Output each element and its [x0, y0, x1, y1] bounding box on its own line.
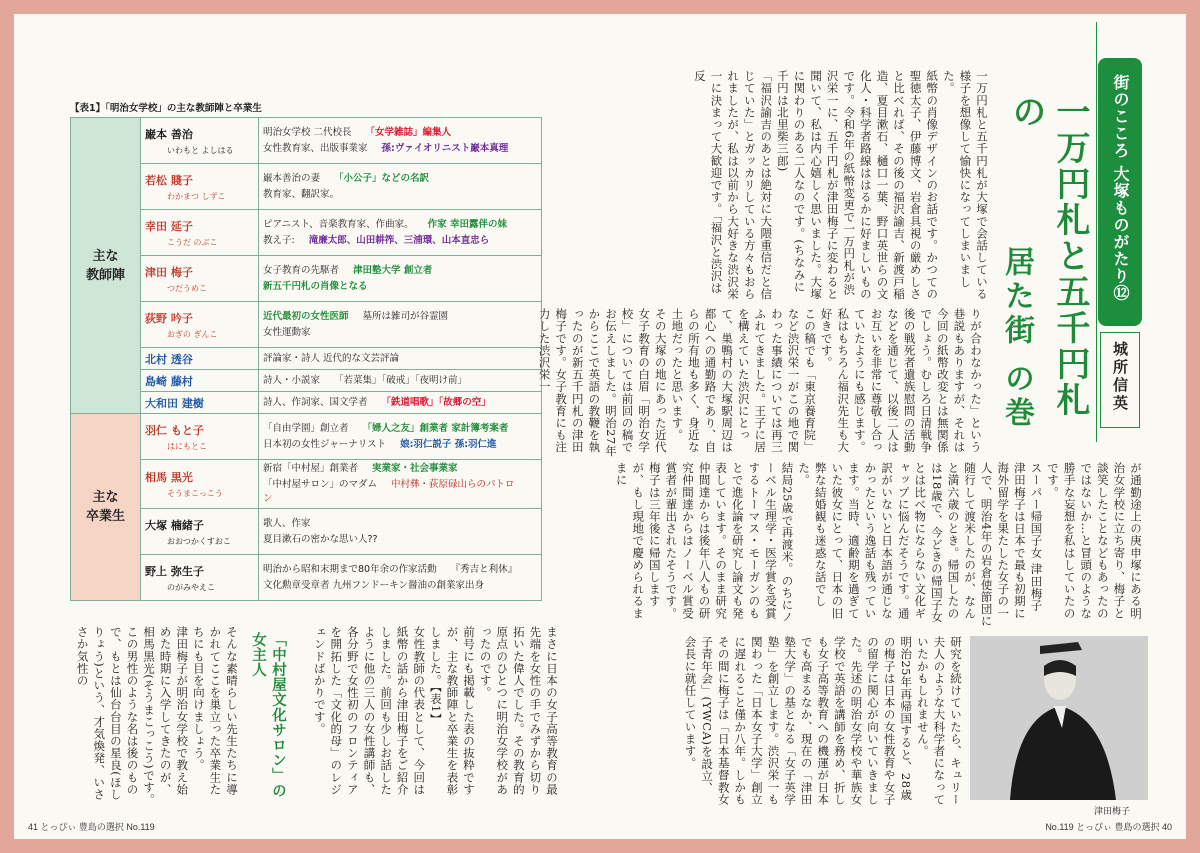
description-part: 新五千円札の肖像となる	[263, 280, 368, 292]
description-part: 教育家、翻訳家。	[263, 188, 340, 200]
description-part: 巌本善治の妻	[263, 172, 321, 184]
person-kana: つだうめこ	[167, 283, 207, 293]
person-name	[141, 118, 259, 164]
description-line	[263, 533, 537, 547]
person-description	[259, 414, 542, 460]
description-line	[263, 352, 537, 366]
person-description	[259, 555, 542, 601]
table-row	[71, 414, 542, 460]
person-name	[141, 509, 259, 555]
description-line	[263, 438, 537, 452]
person-description	[259, 302, 542, 348]
description-line	[263, 280, 537, 294]
description-part: 孫:ヴァイオリニスト巌本真理	[381, 142, 509, 154]
left-folio: 41 とっぴぃ 豊島の選択 No.119	[28, 822, 155, 832]
description-part: 夏目漱石の密かな思い人??	[263, 533, 378, 545]
description-part: 女子教育の先駆者	[263, 264, 340, 276]
description-part: 「自由学園」創立者	[263, 422, 349, 434]
person-name	[141, 302, 259, 348]
description-part: 滝廉太郎、山田耕筰、三浦環、山本直忠ら	[308, 234, 490, 246]
left-body-text-1: まさに日本の女子高等教育の最先端を女性の手でみずから切り拓いた偉人でした。その教育的原点のひとつに明治女学校があったのです。 前号にも掲載した表の抜粋ですが、主な教師陣と卒業生を表彰しました。【表1】 女性教師の代表として、今回は紙幣の話から津田梅子をご紹介しました。前回も少しお話したように他の三人の女性講師も、各分野で女性初のフロンティアを開拓した「文化的母」のレジェンドばかりです。	[312, 626, 559, 796]
right-folio: No.119 とっぴぃ 豊島の選択 40	[1045, 822, 1172, 832]
table-row	[71, 348, 542, 370]
person-name-text: 島崎 藤村	[145, 374, 193, 388]
description-line	[263, 218, 537, 232]
person-name-text: 北村 透谷	[145, 352, 193, 366]
group-teachers: 主な 教師陣	[71, 118, 141, 414]
description-line	[263, 563, 537, 577]
person-name	[141, 210, 259, 256]
person-name	[141, 164, 259, 210]
person-description	[259, 460, 542, 509]
description-line	[263, 172, 537, 186]
description-part: 教え子:	[263, 234, 295, 246]
description-line	[263, 422, 537, 436]
person-description	[259, 164, 542, 210]
description-line	[263, 188, 537, 202]
description-part: 歌人、作家	[263, 517, 311, 529]
author-name: 城所信英	[1111, 341, 1129, 413]
description-part: 明治から昭和末期まで80年余の作家活動	[263, 563, 437, 575]
description-part: 評論家・詩人 近代的な文芸評論	[263, 352, 400, 364]
description-part: 『秀吉と利休』	[450, 563, 518, 575]
main-title-2: 居た街 の巻	[999, 246, 1034, 431]
table-row	[71, 460, 542, 509]
right-body-col1: 一万円札と五千円札が大塚で会話している様子を想像して愉快になってしまいました。 紙幣の肖像デザインのお話です。かつての聖徳太子、伊藤博文、岩倉具視の厳めしさと比べれば、その後の福沢諭吉、新渡戸稲造、夏目漱石、樋口一葉、野口英世らの文化人・科学者路線ははるかに好ましいものです。令和6年の紙幣変更で一万円札が渋沢栄一に、五千円札が津田梅子に変わると聞いて、私は内心嬉しく思いました。大塚に関わりのある二人なのです。(ちなみに千円は北里柴三郎) 「福沢諭吉のあとは絶対に大隈重信だと信じていた」とガッカリしている方々もおられましたが、私は以前から大好きな渋沢栄一に決まって大歓迎です。「福沢と渋沢は反	[692, 70, 989, 300]
description-line	[263, 462, 537, 476]
teachers-graduates-table	[70, 117, 542, 601]
person-kana: はにもとこ	[167, 441, 207, 451]
person-name-text: 相馬 黒光	[145, 471, 193, 484]
person-description	[259, 256, 542, 302]
description-part: 「婦人之友」創業者 家計簿考案者	[362, 422, 509, 434]
series-title: 街のこころ 大塚ものがたり⑫	[1111, 74, 1130, 302]
person-name-text: 野上 弥生子	[145, 564, 204, 578]
description-line	[263, 126, 537, 140]
description-line	[263, 310, 537, 324]
description-part: 詩人、作詞家、国文学者	[263, 396, 368, 408]
portrait-image	[970, 636, 1148, 800]
description-part: 「女学雑誌」編集人	[365, 126, 452, 138]
description-part: 新宿「中村屋」創業者	[263, 463, 359, 474]
description-line	[263, 264, 537, 278]
description-part: 詩人・小説家	[263, 374, 321, 386]
person-kana: いわもと よしはる	[167, 145, 234, 155]
right-page	[537, 14, 1186, 839]
right-body-col4: 研究を続けていたら、キュリー夫人のような大科学者になっていたかもしれません。 明治25年再帰国すると、28歳の梅子は日本の女性教育や女子の留学に関心が向いていきました。先述の明治女学校や華族女学校で英語を講師を務め、折しも女子高等教育への機運が日本でも高まるなか、現在の「津田塾大学」の基となる「女子英学塾」を創立します。渋沢栄一も関わった「日本女子大学」創立に遅れること僅か八年。しかもその間に梅子は「日本基督教女子青年会」(YWCA)を設立、会長に就任しています。	[683, 636, 963, 806]
person-name-text: 津田 梅子	[145, 265, 193, 279]
description-line	[263, 374, 537, 388]
person-name-text: 羽仁 もと子	[145, 423, 204, 437]
description-part: 女性運動家	[263, 326, 311, 338]
person-description	[259, 118, 542, 164]
description-part: 「鉄道唱歌」「故郷の空」	[381, 396, 491, 408]
tsuda-photo	[970, 636, 1148, 800]
person-kana: そうまこっこう	[167, 489, 223, 498]
description-part: 日本初の女性ジャーナリスト	[263, 438, 387, 450]
description-part: 「中村屋サロン」のマダム	[263, 479, 378, 490]
person-name	[141, 414, 259, 460]
salon-heading: 「中村屋文化サロン」の女主人	[250, 632, 287, 799]
person-kana: おぎの ぎんこ	[167, 329, 218, 339]
person-name-text: 大塚 楠緒子	[145, 518, 204, 532]
description-line	[263, 234, 537, 248]
table-row	[71, 370, 542, 392]
author-box	[1100, 332, 1140, 428]
description-line	[263, 326, 537, 340]
right-body-col2: りが合わなかった」という巷説もありますが、それは今回の紙幣改変とは無関係でしょう。むしろ日清戦争後の戦死者遺族慰問の活動などを通じて、以後二人はお互いを非常に尊敬し合っていたようにも感じます。私はもちろん福沢先生も大好きです。 この稿でも「東京養育院」など渋沢栄一がこの地で関わった事績については再三ふれてきました。王子に居を構えていた渋沢にとって、巣鴨村の大塚駅周辺は都心への通勤路であり、自らの所有地も多く、身近な土地だったと思います。 その大塚の地にあった近代女子教育の白眉「明治女学校」については前回の稿でお伝えしました。明治27年からここで英語の教鞭を執ったのが新五千円札の津田梅子です。女子教育にも注力した渋沢栄一	[537, 308, 983, 457]
person-description	[259, 348, 542, 370]
person-description	[259, 210, 542, 256]
table-row	[71, 302, 542, 348]
series-banner	[1098, 58, 1142, 326]
table-row	[71, 392, 542, 414]
right-body-col3: が通勤途上の庚申塚にある明治女学校に立ち寄り、梅子と談笑したことなどもあったのではないか…と冒頭のような勝手な妄想を私はしていたのです。 スーパー帰国子女 津田梅子 津田梅子は日本で最も初期に海外留学を果たした女子の一人で、明治4年の岩倉使節団に随行して渡米したのが、なんと満六歳のとき。帰国したのは18歳で、今どきの帰国子女とは比べ物にならない文化ギャップに悩んだそうです。通訳がいないと日本語が通じなかったという逸話も残っています。当時、適齢期を過ぎていた彼女にとって、日本の旧弊な結婚観も迷惑な話でした。 結局25歳で再渡米。のちにノーベル生理学・医学賞を受賞するトーマス・モーガンのもとで進化論を研究し論文も発表しています。そのまま研究仲間達からは後年八人もの研究仲間達からはノーベル賞受賞者が輩出されたそうです。梅子は三年後に帰国しますが、もし現地で慶められるままに	[614, 462, 1143, 628]
table-row	[71, 164, 542, 210]
main-title-1: 一万円札と五千円札の	[1006, 94, 1090, 418]
person-name-text: 巌本 善治	[145, 127, 193, 141]
description-part: ピアニスト、音楽教育家、作曲家。	[263, 218, 414, 230]
table-row	[71, 256, 542, 302]
description-part: 中村彝・荻原碌山らのパトロン	[263, 479, 515, 504]
description-line	[263, 396, 537, 410]
person-kana: こうだ のぶこ	[167, 237, 218, 247]
description-line	[263, 478, 537, 506]
person-name	[141, 256, 259, 302]
person-description	[259, 509, 542, 555]
table-row	[71, 509, 542, 555]
person-name-text: 荻野 吟子	[145, 311, 193, 325]
description-part: 女性教育家、出版事業家	[263, 142, 368, 154]
person-name	[141, 392, 259, 414]
description-part: 娘:羽仁説子 孫:羽仁進	[400, 438, 497, 450]
description-part: 「若菜集」「破戒」「夜明け前」	[334, 374, 468, 386]
table-row	[71, 210, 542, 256]
description-line	[263, 142, 537, 156]
description-part: 実業家・社会事業家	[372, 463, 458, 474]
person-description	[259, 370, 542, 392]
person-description	[259, 392, 542, 414]
description-part: 津田塾大学 創立者	[353, 264, 433, 276]
description-part: 作家 幸田露伴の妹	[427, 218, 507, 230]
table-row	[71, 555, 542, 601]
description-line	[263, 517, 537, 531]
person-name-text: 若松 賤子	[145, 173, 193, 187]
table-caption: 【表1】「明治女学校」の主な教師陣と卒業生	[70, 103, 262, 114]
person-kana: のがみやえこ	[167, 582, 215, 592]
description-part: 文化勲章受章者 九州フンドーキン醤油の創業家出身	[263, 579, 485, 591]
table-row	[71, 118, 542, 164]
person-kana: わかまつ しずこ	[167, 191, 226, 201]
person-kana: おおつかくすおこ	[167, 536, 231, 546]
group-graduates: 主な 卒業生	[71, 414, 141, 601]
person-name	[141, 370, 259, 392]
left-body-text-2: そんな素晴らしい先生たちに導かれてここを巣立った卒業生たちにも目を向けましょう。 津田梅子が明治女学校で教え始めた時期に入学してきたのが、相馬黒光(そうまこっこう)です。この男性のような名は後のもので、もとは仙台台目の星良(ほし りょう)という、才気煥発、いささか気性の	[75, 626, 239, 806]
photo-caption: 津田梅子	[1094, 807, 1131, 817]
description-part: 墓所は雑司が谷霊園	[362, 310, 449, 322]
description-part: 「小公子」などの名訳	[334, 172, 430, 184]
person-name-text: 幸田 延子	[145, 219, 193, 233]
person-name	[141, 460, 259, 509]
description-line	[263, 579, 537, 593]
person-name	[141, 555, 259, 601]
description-part: 近代最初の女性医師	[263, 310, 349, 322]
person-name-text: 大和田 建樹	[145, 396, 204, 410]
title-divider	[1096, 22, 1097, 442]
person-name	[141, 348, 259, 370]
description-part: 明治女学校 二代校長	[263, 126, 352, 138]
left-page	[14, 14, 600, 839]
